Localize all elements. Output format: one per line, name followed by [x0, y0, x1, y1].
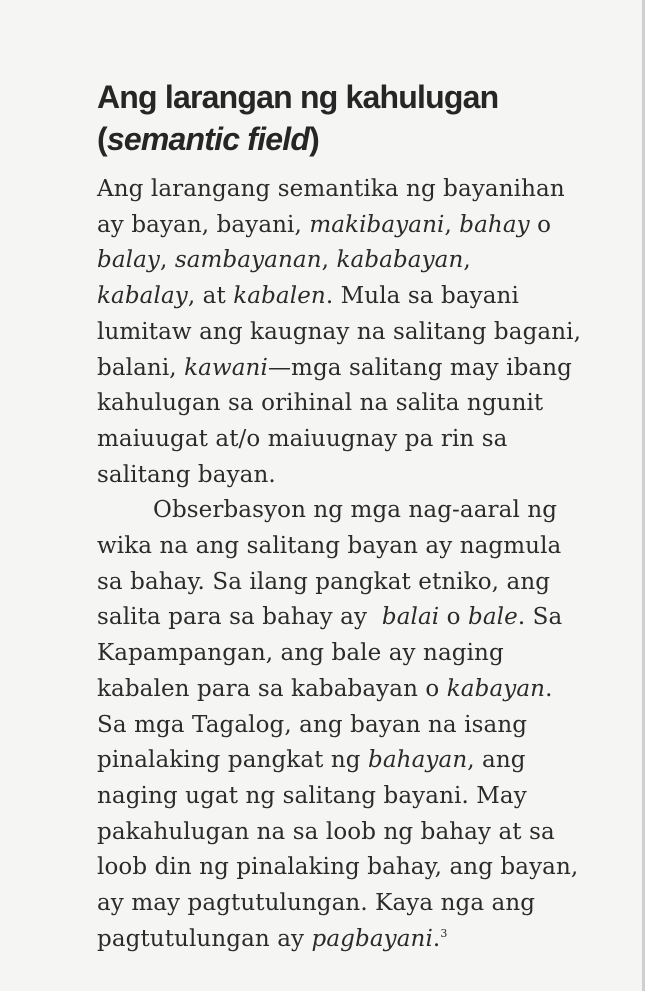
italic-term: kabayan [446, 675, 546, 702]
text-line [97, 743, 637, 779]
heading-line-1: Ang larangan ng kahulugan [97, 79, 499, 115]
text-line [97, 672, 637, 708]
text-run: salitang bayan. [97, 461, 276, 488]
text-run: Ang larangang semantika ng bayanihan [97, 176, 565, 202]
text-run: Kapampangan, ang bale ay naging [97, 640, 504, 667]
text-run: , [160, 247, 175, 274]
text-run: , [444, 211, 460, 238]
text-run: , ang [467, 747, 526, 774]
text-run: . [545, 675, 553, 702]
text-run: ay bayan, bayani, [97, 211, 310, 238]
text-run: pinalaking pangkat ng [97, 747, 369, 774]
text-line [97, 708, 637, 744]
text-run: balani, [97, 354, 185, 381]
text-line [97, 922, 637, 958]
body-text [97, 172, 637, 957]
text-run: , [463, 247, 471, 274]
text-line [97, 208, 637, 244]
text-line [97, 386, 637, 422]
text-line [97, 351, 637, 387]
text-line [97, 636, 637, 672]
text-line [97, 279, 637, 315]
text-run: o [529, 211, 552, 238]
text-run: sa bahay. Sa ilang pangkat etniko, ang [97, 568, 551, 595]
text-run: . [432, 925, 441, 952]
heading-paren-close: ) [309, 121, 319, 157]
italic-term: pagbayani [311, 925, 433, 952]
text-run: Sa mga Tagalog, ang bayan na isang [97, 711, 528, 738]
text-run: lumitaw ang kaugnay na salitang bagani, [97, 318, 581, 345]
text-line [97, 815, 637, 851]
heading-line-2 [97, 118, 627, 160]
text-run: salita para sa bahay ay [97, 604, 382, 631]
italic-term: bahayan [368, 747, 468, 774]
text-run: pakahulugan na sa loob ng bahay at sa [97, 818, 555, 845]
text-run: . Sa [517, 604, 563, 631]
text-line [97, 172, 637, 208]
text-run: loob din ng pinalaking bahay, ang bayan, [97, 854, 579, 881]
text-line [97, 886, 637, 922]
italic-term: kababayan [336, 247, 464, 274]
text-run: pagtutulungan ay [97, 925, 312, 952]
heading-paren-open: ( [97, 121, 107, 157]
italic-term: bahay [459, 211, 530, 238]
text-line [97, 600, 637, 636]
footnote-marker: 3 [440, 926, 448, 940]
text-line [97, 779, 637, 815]
italic-term: kawani [184, 354, 268, 381]
italic-term: sambayanan [174, 247, 322, 274]
text-run: —mga salitang may ibang [267, 354, 572, 381]
text-run: ay may pagtutulungan. Kaya nga ang [97, 890, 536, 917]
text-run: Obserbasyon ng mga nag-aaral ng [153, 497, 558, 524]
text-run: . Mula sa bayani [325, 283, 519, 310]
text-line [97, 529, 637, 565]
italic-term: kabalen [233, 283, 326, 310]
text-line [97, 422, 637, 458]
text-run: o [439, 604, 469, 631]
section-heading [97, 76, 627, 160]
italic-term: bale [468, 604, 518, 631]
text-run: kabalen para sa kababayan o [97, 675, 447, 702]
heading-term: semantic field [106, 121, 310, 157]
text-line [97, 315, 637, 351]
text-run: wika na ang salitang bayan ay nagmula [97, 533, 562, 560]
text-line [97, 565, 637, 601]
text-line [97, 458, 637, 494]
text-run: , at [187, 283, 234, 310]
text-line [97, 850, 637, 886]
italic-term: balay [97, 247, 160, 274]
text-run: , [321, 247, 337, 274]
text-line [97, 243, 637, 279]
text-run: maiuugat at/o maiuugnay pa rin sa [97, 425, 508, 452]
italic-term: makibayani [309, 211, 445, 238]
text-run: kahulugan sa orihinal na salita ngunit [97, 390, 544, 417]
italic-term: balai [381, 604, 440, 631]
text-run: naging ugat ng salitang bayani. May [97, 782, 527, 809]
text-line [97, 493, 637, 529]
italic-term: kabalay [97, 283, 188, 310]
